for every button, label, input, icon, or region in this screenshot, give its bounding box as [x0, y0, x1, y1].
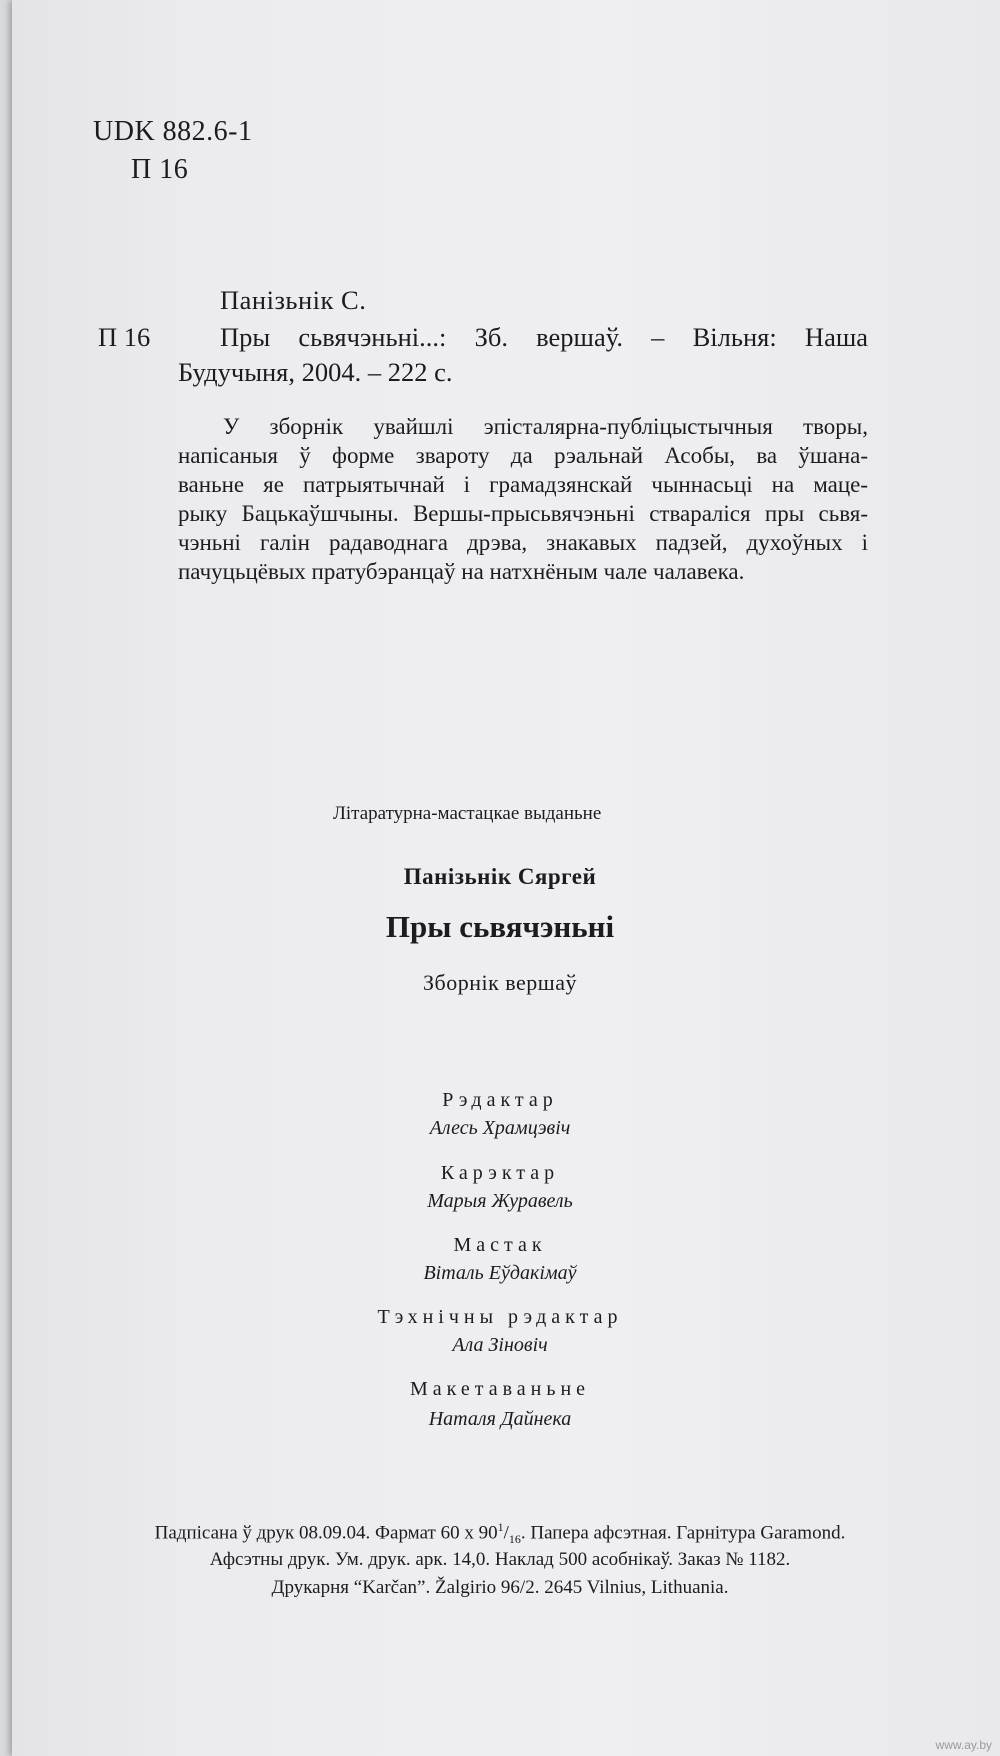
annotation-line: напісаныя ў форме звароту да рэальнай Асобы, ва ўшана- — [178, 443, 868, 468]
annotation-line: пачуцьцёвых пратубэранцаў на натхнёным чале чалавека. — [178, 559, 745, 584]
imprint-line-1-start: Падпісана ў друк 08.09.04. Фармат 60 х 90 — [154, 1522, 498, 1544]
credit-person-artist: Віталь Еўдакімаў — [423, 1262, 577, 1284]
credit-role-editor: Рэдактар — [442, 1089, 558, 1111]
imprint-format-sub: 16 — [508, 1532, 521, 1547]
imprint-line-2: Афсэтны друк. Ум. друк. арк. 14,0. Наклад 500 асобнікаў. Заказ № 1182. — [209, 1549, 791, 1570]
udk-code: UDK 882.6-1 — [93, 116, 253, 147]
genre-label: Літаратурна-мастацкае выданьне — [333, 803, 602, 824]
book-title: Пры сьвячэньні — [385, 909, 615, 944]
card-index: П 16 — [98, 322, 151, 352]
imprint-line-1-end: . Папера афсэтная. Гарнітура Garamond. — [520, 1522, 846, 1544]
book-subtitle: Зборнік вершаў — [422, 970, 578, 995]
credit-role-artist: Мастак — [453, 1234, 547, 1256]
credit-role-proofreader: Карэктар — [440, 1162, 560, 1184]
annotation-line: ваньне яе патрыятычнай і грамадзянскай чыннасьці на маце- — [178, 472, 868, 497]
udk-index: П 16 — [131, 154, 189, 185]
imprint-format-sup: 1 — [497, 1520, 504, 1534]
card-title-line: Пры сьвячэньні...: Зб. вершаў. – Вільня: Наша — [220, 322, 868, 352]
credit-person-layout: Наталя Дайнека — [428, 1408, 572, 1430]
watermark: www.ay.by — [935, 1738, 992, 1752]
annotation-line: У зборнік увайшлі эпісталярна-публіцыстычныя творы, — [223, 414, 868, 439]
imprint-line-3: Друкарня “Karčan”. Žalgirio 96/2. 2645 Vilnius, Lithuania. — [271, 1577, 729, 1598]
annotation-line: рыку Бацькаўшчыны. Вершы-прысьвячэньні стварaліся пры сьвя- — [178, 501, 868, 526]
credit-role-tech-editor: Тэхнічны рэдактар — [377, 1306, 623, 1328]
credit-role-layout: Макетаваньне — [409, 1378, 591, 1400]
card-title-line-2: Будучыня, 2004. – 222 с. — [178, 357, 453, 387]
card-author: Панізьнік С. — [220, 285, 367, 315]
credit-person-editor: Алесь Храмцэвіч — [429, 1117, 571, 1139]
annotation-line: чэньні галін радаводнага дрэва, знакавых падзей, духоўных і — [178, 530, 868, 555]
credit-person-tech-editor: Ала Зіновіч — [452, 1334, 548, 1356]
book-author: Панізьнік Сяргей — [403, 864, 597, 889]
imprint-line-1: Падпісана ў друк 08.09.04. Фармат 60 х $90^1/_{16}$. Папера афсэтная. Гарнітура Garamond. — [154, 1520, 846, 1547]
credit-person-proofreader: Марыя Журавель — [427, 1190, 573, 1212]
